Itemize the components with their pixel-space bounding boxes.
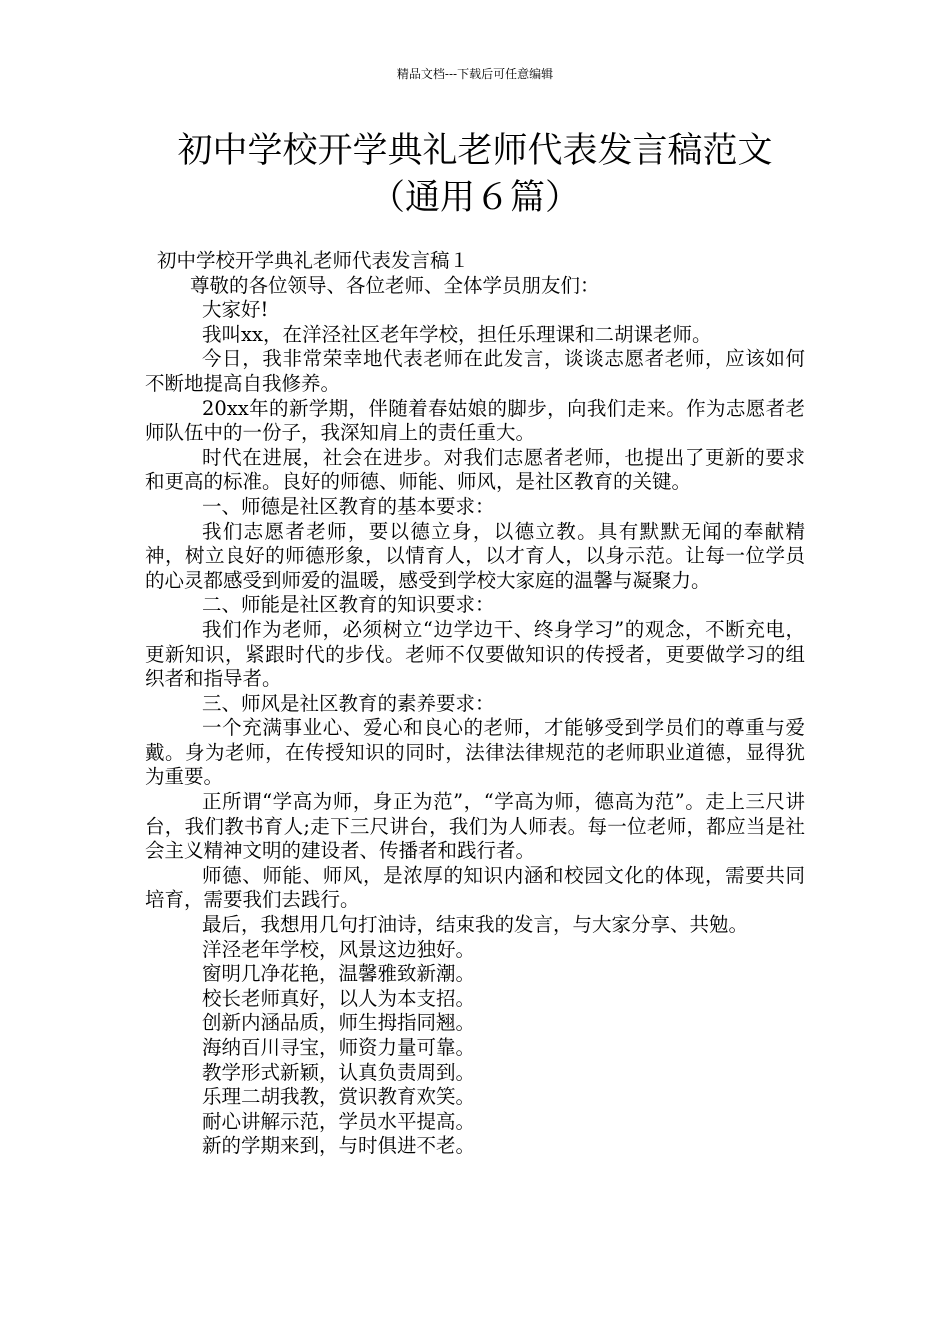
section-heading: 初中学校开学典礼老师代表发言稿１ — [157, 249, 470, 272]
poem-line: 新的学期来到，与时俱进不老。 — [202, 1134, 476, 1158]
subheading: 三、师风是社区教育的素养要求： — [202, 691, 495, 715]
paragraph: 我叫xx，在洋泾社区老年学校，担任乐理课和二胡课老师。 — [202, 322, 712, 346]
poem-line: 创新内涵品质，师生拇指同翘。 — [202, 1011, 476, 1035]
paragraph: 最后，我想用几句打油诗，结束我的发言，与大家分享、共勉。 — [202, 913, 749, 937]
paragraph: 20xx年的新学期，伴随着春姑娘的脚步，向我们走来。作为志愿者老师队伍中的一份子，我深知肩上的责任重大。 — [145, 396, 805, 445]
title-line-2: （通用６篇） — [369, 178, 580, 218]
paragraph: 师德、师能、师风，是浓厚的知识内涵和校园文化的体现，需要共同培育，需要我们去践行。 — [145, 863, 805, 912]
subheading: 二、师能是社区教育的知识要求： — [202, 593, 495, 617]
subheading: 一、师德是社区教育的基本要求： — [202, 494, 495, 518]
document-body — [145, 249, 805, 1159]
paragraph: 时代在进展，社会在进步。对我们志愿者老师，也提出了更新的要求和更高的标准。良好的师德、师能、师风，是社区教育的关键。 — [145, 445, 805, 494]
document-title — [145, 128, 805, 222]
salutation: 尊敬的各位领导、各位老师、全体学员朋友们： — [190, 273, 600, 297]
poem-line: 乐理二胡我教，赏识教育欢笑。 — [202, 1085, 476, 1109]
paragraph: 我们志愿者老师，要以德立身，以德立教。具有默默无闻的奉献精神，树立良好的师德形象，以情育人，以才育人，以身示范。让每一位学员的心灵都感受到师爱的温暖，感受到学校大家庭的温馨与凝聚力。 — [145, 519, 805, 592]
poem-line: 窗明几净花艳，温馨雅致新潮。 — [202, 962, 476, 986]
poem-line: 校长老师真好，以人为本支招。 — [202, 986, 476, 1010]
poem-line: 海纳百川寻宝，师资力量可靠。 — [202, 1036, 476, 1059]
paragraph: 今日，我非常荣幸地代表老师在此发言，谈谈志愿者老师，应该如何不断地提高自我修养。 — [145, 347, 805, 395]
poem-line: 耐心讲解示范，学员水平提高。 — [202, 1109, 476, 1133]
title-line-1: 初中学校开学典礼老师代表发言稿范文 — [177, 131, 773, 171]
paragraph: 一个充满事业心、爱心和良心的老师，才能够受到学员们的尊重与爱戴。身为老师，在传授知识的同时，法律法律规范的老师职业道德，显得犹为重要。 — [145, 716, 805, 789]
header-note: 精品文档---下载后可任意编辑 — [396, 67, 554, 81]
poem-line: 教学形式新颖，认真负责周到。 — [202, 1060, 476, 1084]
poem-line: 洋泾老年学校，风景这边独好。 — [202, 937, 476, 961]
paragraph: 正所谓“学高为师，身正为范”，“学高为师，德高为范”。走上三尺讲台，我们教书育人;走下三尺讲台，我们为人师表。每一位老师，都应当是社会主义精神文明的建设者、传播者和践行者。 — [145, 790, 805, 863]
paragraph: 我们作为老师，必须树立“边学边干、终身学习”的观念，不断充电，更新知识，紧跟时代的步伐。老师不仅要做知识的传授者，更要做学习的组织者和指导者。 — [145, 617, 805, 691]
paragraph: 大家好! — [202, 298, 269, 322]
